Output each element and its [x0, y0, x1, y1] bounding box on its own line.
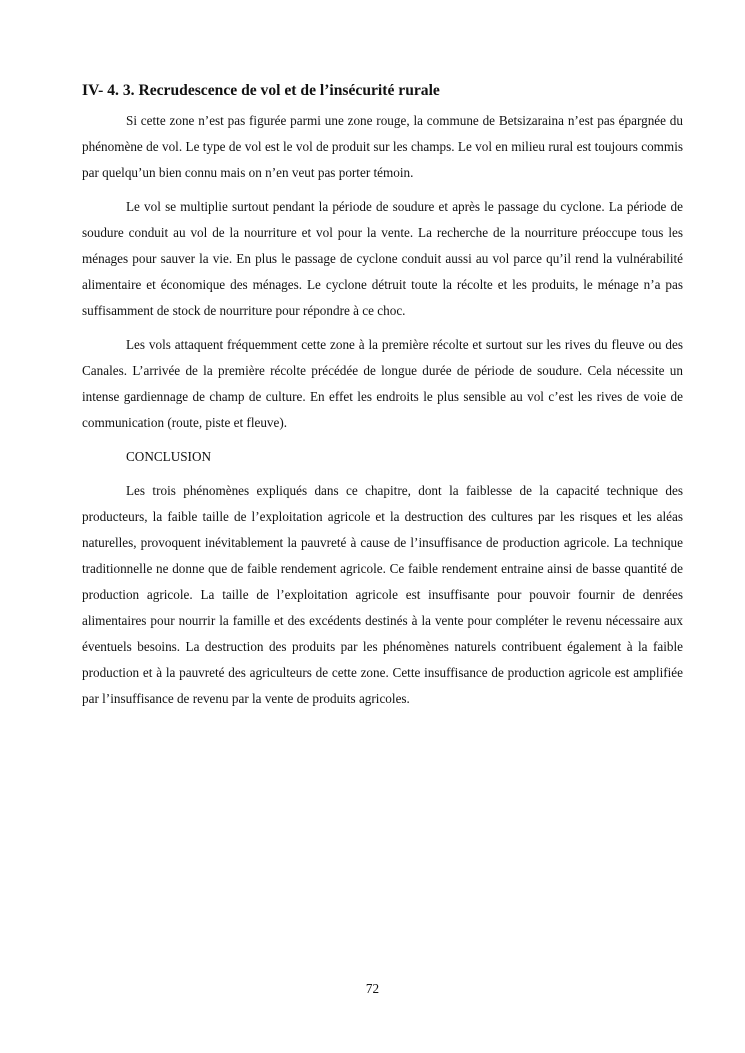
page-number: 72 [365, 981, 380, 996]
paragraph-3: Les vols attaquent fréquemment cette zone à la première récolte et surtout sur les rives du fleuve ou des Canales. L’arrivée de la première récolte précédée de longue durée de période de soudure. Cela nécessite un intense gardiennage de champ de culture. En effet les endroits le plus sensible au vol c’est les rives de voie de communication (route, piste et fleuve). [82, 337, 683, 430]
section-heading: IV- 4. 3. Recrudescence de vol et de l’insécurité rurale [82, 82, 440, 99]
conclusion-paragraph: Les trois phénomènes expliqués dans ce chapitre, dont la faiblesse de la capacité technique des producteurs, la faible taille de l’exploitation agricole et la destruction des cultures par les risques et les aléas naturelles, provoquent inévitablement la pauvreté à cause de l’insuffisance de production agricole. La technique traditionnelle ne donne que de faible rendement agricole. Ce faible rendement entraine ainsi de basse quantité de production agricole. La taille de l’exploitation agricole est insuffisante pour pouvoir fournir de denrées alimentaires pour nourrir la famille et des excédents destinés à la vente pour compléter le revenu nécessaire aux éventuels besoins. La destruction des produits par les phénomènes naturels contribuent également à la faible production et à la pauvreté des agriculteurs de cette zone. Cette insuffisance de production agricole est amplifiée par l’insuffisance de revenu par la vente de produits agricoles. [82, 483, 683, 706]
paragraph-1: Si cette zone n’est pas figurée parmi une zone rouge, la commune de Betsizaraina n’est pas épargnée du phénomène de vol. Le type de vol est le vol de produit sur les champs. Le vol en milieu rural est toujours commis par quelqu’un bien connu mais on n’en veut pas porter témoin. [82, 113, 683, 180]
paragraph-2: Le vol se multiplie surtout pendant la période de soudure et après le passage du cyclone. La période de soudure conduit au vol de la nourriture et vol pour la vente. La recherche de la nourriture préoccupe tous les ménages pour sauver la vie. En plus le passage de cyclone conduit aussi au vol parce qu’il rend la vulnérabilité alimentaire et économique des ménages. Le cyclone détruit toute la récolte et les produits, le ménage n’a pas suffisamment de stock de nourriture pour répondre à ce choc. [82, 199, 683, 318]
page-content [82, 78, 683, 720]
conclusion-heading: CONCLUSION [126, 449, 211, 464]
